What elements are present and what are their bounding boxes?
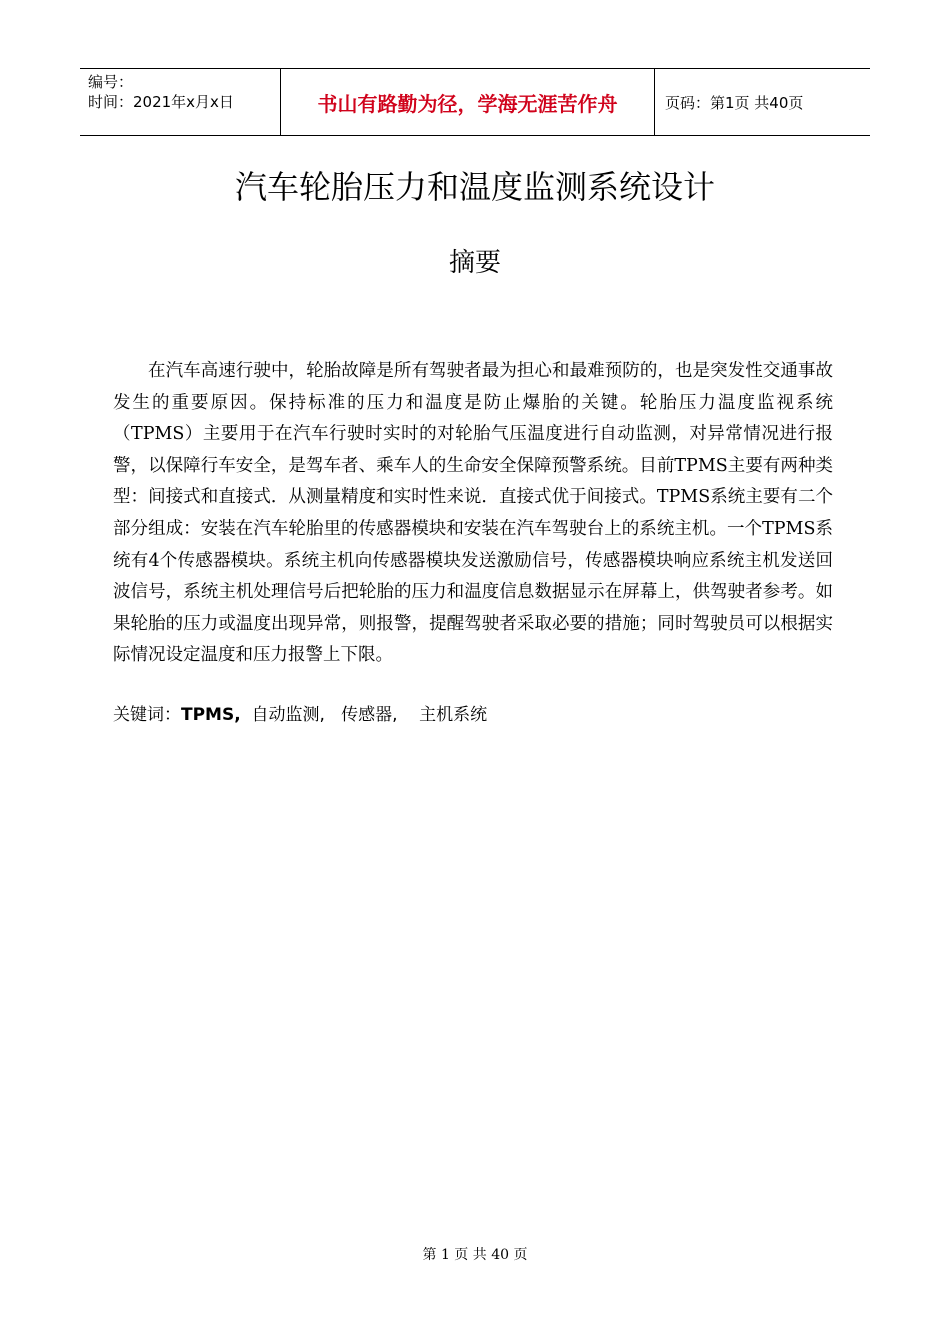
header-motto: 书山有路勤为径，学海无涯苦作舟 [317, 91, 618, 116]
keywords-line [113, 702, 833, 728]
keyword-host-system: 主机系统 [419, 705, 488, 725]
keyword-sensor: 传感器, [341, 705, 398, 725]
abstract-body: 在汽车高速行驶中，轮胎故障是所有驾驶者最为担心和最难预防的，也是突发性交通事故发生的重要原因。保持标准的压力和温度是防止爆胎的关键。轮胎压力温度监视系统（TPMS）主要用于在汽车行驶时实时的对轮胎气压温度进行自动监测，对异常情况进行报警，以保障行车安全，是驾车者、乘车人的生命安全保障预警系统。目前TPMS主要有两种类型：间接式和直接式．从测量精度和实时性来说．直接式优于间接式。TPMS系统主要有二个部分组成：安装在汽车轮胎里的传感器模块和安装在汽车驾驶台上的系统主机。一个TPMS系统有4个传感器模块。系统主机向传感器模块发送激励信号，传感器模块响应系统主机发送回波信号，系统主机处理信号后把轮胎的压力和温度信息数据显示在屏幕上，供驾驶者参考。如果轮胎的压力或温度出现异常，则报警，提醒驾驶者采取必要的措施；同时驾驶员可以根据实际情况设定温度和压力报警上下限。 [113, 361, 833, 666]
keywords-label: 关键词： [113, 705, 181, 725]
keyword-tpms: TPMS, [181, 705, 241, 725]
document-title: 汽车轮胎压力和温度监测系统设计 [234, 168, 715, 206]
header-page-info: 页码：第1页 共40页 [665, 93, 804, 112]
header-motto-cell [281, 69, 655, 135]
header-page-cell [655, 69, 870, 135]
document-time-label: 时间：2021年x月x日 [88, 93, 234, 111]
document-number-label: 编号： [88, 73, 134, 91]
keyword-auto-monitor: 自动监测, [251, 705, 325, 725]
abstract-heading: 摘要 [448, 248, 501, 278]
page-footer: 第 1 页 共 40 页 [422, 1247, 528, 1263]
header-table [80, 68, 870, 136]
header-meta-cell [80, 69, 281, 135]
